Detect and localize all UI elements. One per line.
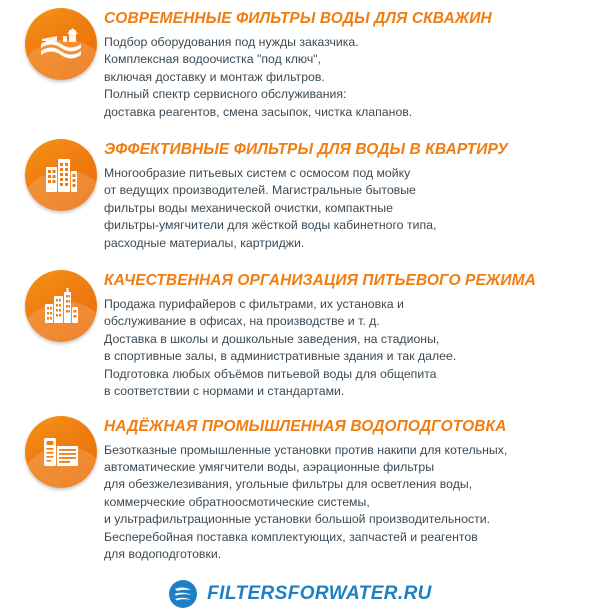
icon-column [18,139,104,211]
text-column [104,8,586,121]
text-column [104,416,586,564]
apartment-building-icon [25,139,97,211]
section-body: Безотказные промышленные установки против накипи для котельных, автоматические умягчители воды, аэрационные фильтры для обезжелезивания, угольные фильтры для осветления воды, коммерческие обратноосмотические системы, и ультрафильтрационные установки большой производительности. Бесперебойная поставка комплектующих, запчастей и реагентов для водоподготовки. [104,442,508,561]
icon-column [18,8,104,80]
icon-column [18,270,104,342]
section-heading: ЭФФЕКТИВНЫЕ ФИЛЬТРЫ ДЛЯ ВОДЫ В КВАРТИРУ [104,141,508,159]
section-wells-filters [0,8,600,121]
section-body: Продажа пурифайеров с фильтрами, их установка и обслуживание в офисах, на производстве и т. д. Доставка в школы и дошкольные заведения, на стадионы, в спортивные залы, в административные здания и так далее. Подготовка любых объёмов питьевой воды для общепита в соответствии с нормами и стандартами. [104,297,457,399]
section-apartment-filters [0,139,600,252]
water-swirl-logo-icon [168,579,198,609]
section-body: Подбор оборудования под нужды заказчика. Комплексная водоочистка "под ключ", включая доставку и монтаж фильтров. Полный спектр сервисного обслуживания: доставка реагентов, смена засыпок, чистка клапанов. [104,35,413,119]
section-industrial-treatment [0,416,600,564]
industrial-equipment-icon [25,416,97,488]
section-body: Многообразие питьевых систем с осмосом под мойку от ведущих производителей. Магистральные бытовые фильтры воды механической очистки, компактные фильтры-умягчители для жёсткой воды кабинетного типа, расходные материалы, картриджи. [104,166,437,250]
section-drinking-regime [0,270,600,400]
section-heading: НАДЁЖНАЯ ПРОМЫШЛЕННАЯ ВОДОПОДГОТОВКА [104,417,507,435]
icon-column [18,416,104,488]
site-name[interactable]: FILTERSFORWATER.RU [207,583,432,605]
section-heading: КАЧЕСТВЕННАЯ ОРГАНИЗАЦИЯ ПИТЬЕВОГО РЕЖИМА [104,272,536,290]
text-column [104,270,586,400]
site-footer[interactable] [0,579,600,609]
text-column [104,139,586,252]
field-landscape-icon [25,8,97,80]
city-skyline-icon [25,270,97,342]
promo-page [0,8,600,608]
section-heading: СОВРЕМЕННЫЕ ФИЛЬТРЫ ВОДЫ ДЛЯ СКВАЖИН [104,10,492,27]
